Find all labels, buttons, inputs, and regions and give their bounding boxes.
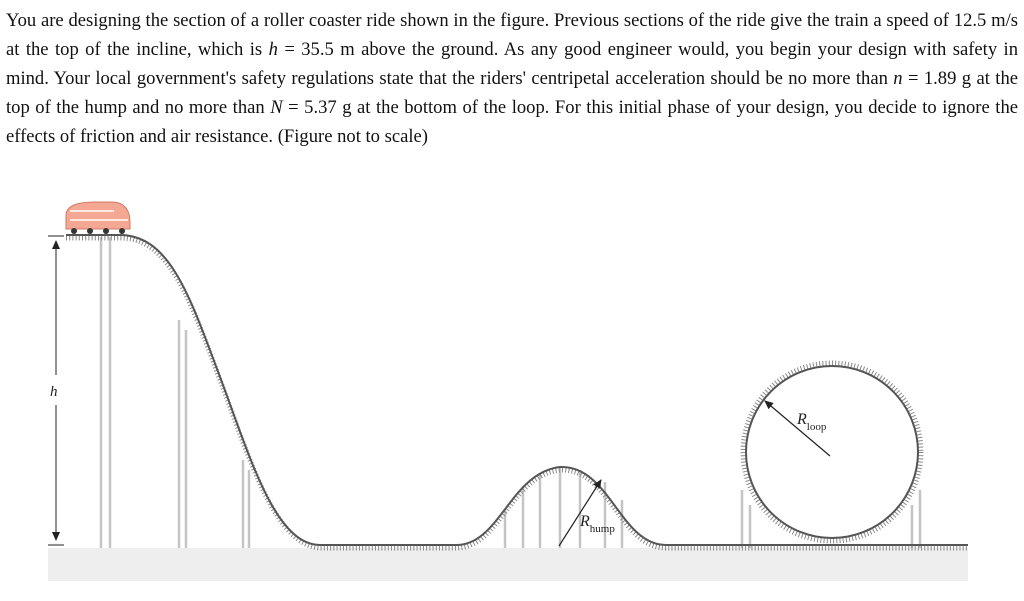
height-label: h	[50, 384, 58, 400]
var-h: h	[268, 39, 278, 60]
problem-text-part-1: You are designing the section of a roller coaster ride shown in the figure. Previous sections of the ride give the train a speed of 12.5 m/s at the top of the incline, which is	[6, 10, 1018, 60]
track-ties	[66, 238, 968, 548]
var-n: n	[893, 68, 903, 89]
problem-text-part-3: = 1.89 g at the top of the hump and no more than	[6, 68, 1019, 118]
loop-radius-subscript: loop	[806, 421, 827, 433]
ground-band	[48, 548, 968, 581]
car-wheel	[119, 228, 125, 234]
problem-text-part-4: = 5.37 g at the bottom of the loop. For this initial phase of your design, you decide to ignore the effects of friction and air resistance. (Figure not to scale)	[6, 97, 1018, 147]
loop-radius-label	[796, 411, 827, 433]
car-wheel	[71, 228, 77, 234]
coaster-car	[66, 202, 130, 234]
track-line	[66, 235, 968, 545]
car-wheel	[103, 228, 109, 234]
hump-radius-label	[579, 513, 615, 535]
car-wheel	[87, 228, 93, 234]
hump-radius-R: R	[580, 513, 590, 530]
hump-radius-subscript: hump	[589, 523, 615, 535]
var-N: N	[270, 97, 283, 118]
loop-radius-R: R	[797, 411, 807, 428]
problem-text-part-2: = 35.5 m above the ground. As any good engineer would, you begin your design with safety in mind. Your local government's safety regulations state that the riders' centripetal acceleration should be no more than	[6, 39, 1019, 89]
